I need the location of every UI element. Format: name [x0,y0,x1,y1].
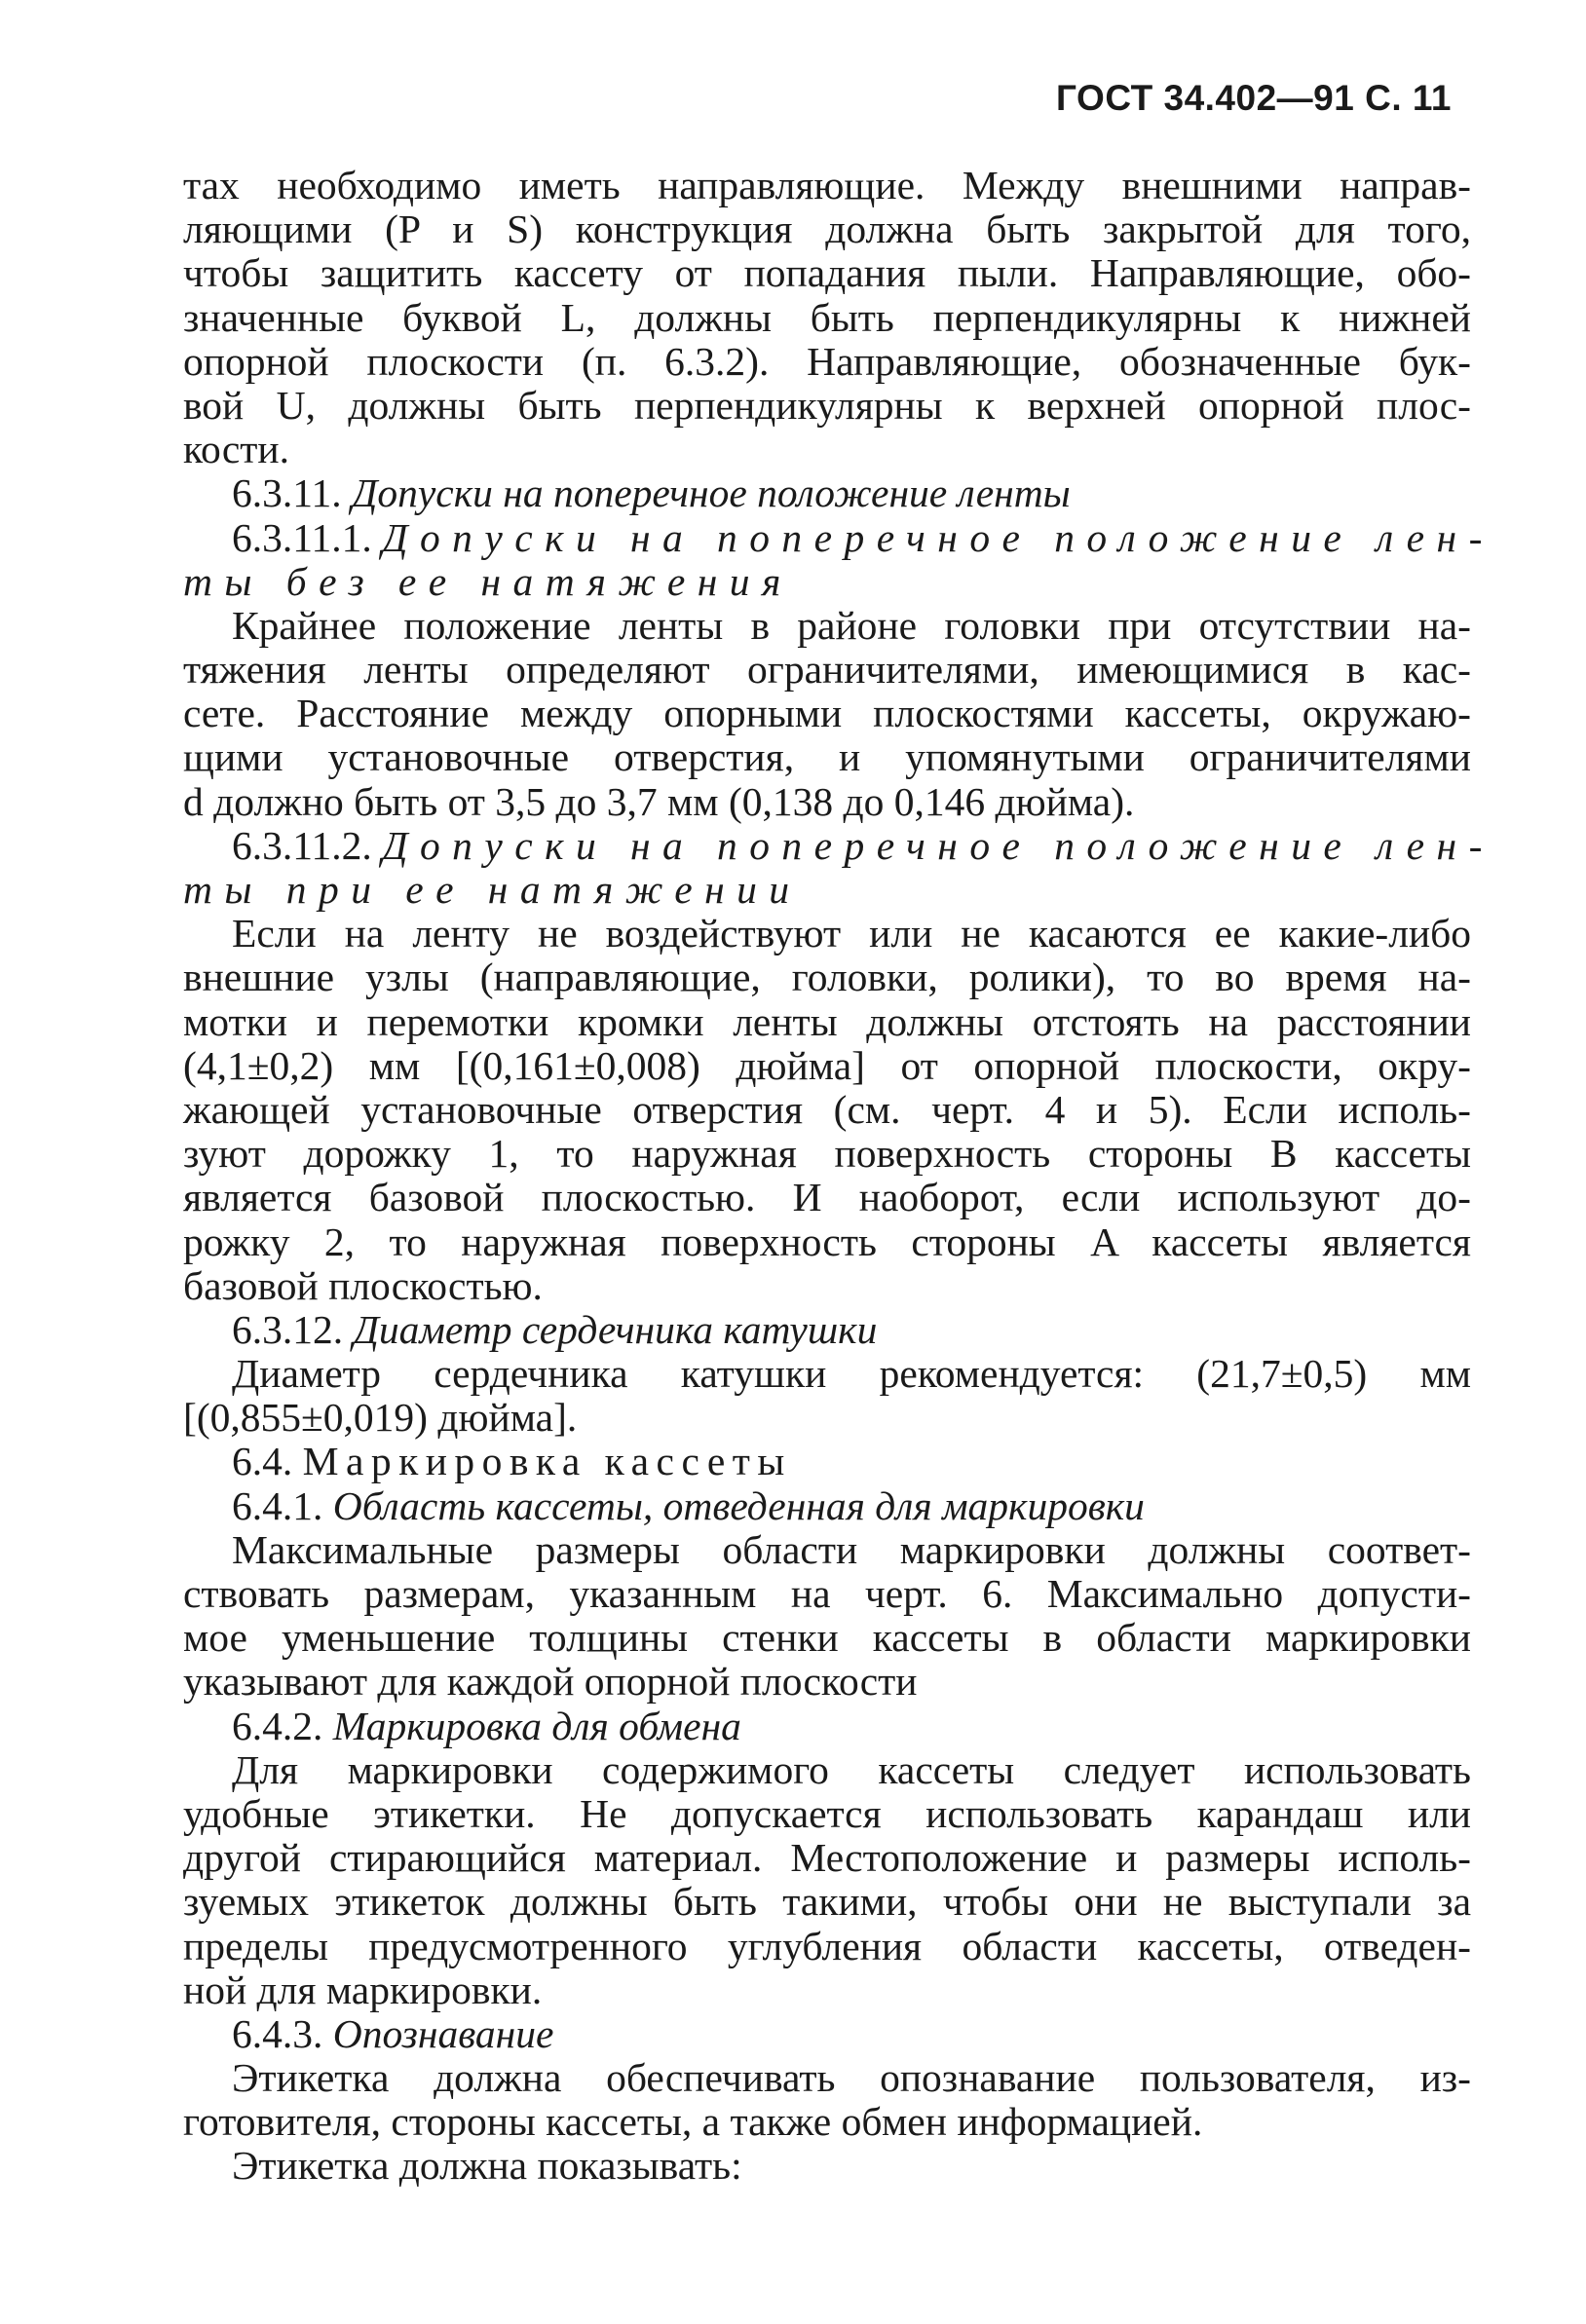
text-line: ляющими (P и S) конструкция должна быть закрытой для того, [183,206,1471,252]
section-number: 6.3.11.1. [232,514,383,560]
text-line: рожку 2, то наружная поверхность стороны A кассеты является [183,1218,1471,1264]
section-heading-cont [183,868,1471,912]
text-line: кости. [183,427,289,472]
section-number: 6.4.1. [232,1482,333,1528]
page-header: ГОСТ 34.402—91 С. 11 [1056,78,1452,118]
section-title: Маркировка кассеты [302,1439,792,1484]
text-line: чтобы защитить кассету от попадания пыли. Направляющие, обо- [183,250,1471,296]
section-heading-6-3-11-1 [183,514,1494,560]
text-line: зуют дорожку 1, то наружная поверхность стороны B кассеты [183,1131,1471,1177]
text-line: [(0,855±0,019) дюйма]. [183,1395,578,1441]
section-title: ты при ее натяжении [183,867,802,912]
text-line: зуемых этикеток должны быть такими, чтобы они не выступали за [183,1879,1471,1925]
section-number: 6.3.11.2. [232,822,383,868]
section-title: Диаметр сердечника катушки [353,1306,878,1352]
section-title: Маркировка для обмена [332,1703,741,1748]
text-line: жающей установочные отверстия (см. черт. 4 и 5). Если исполь- [183,1086,1471,1132]
document-body [183,163,1494,2189]
text-line: тяжения ленты определяют ограничителями, имеющимися в кас- [183,647,1471,693]
section-heading-6-4-2 [183,1705,1471,1748]
text-line: (4,1±0,2) мм [(0,161±0,008) дюйма] от опорной плоскости, окру- [183,1042,1471,1088]
section-title: Допуски на поперечное положение лен- [382,514,1494,560]
section-number: 6.4.3. [232,2010,333,2056]
section-heading-6-3-12 [183,1308,1471,1352]
text-line: указывают для каждой опорной плоскости [183,1659,918,1705]
text-line: является базовой плоскостью. И наоборот, если используют до- [183,1175,1471,1220]
section-heading-6-4-1 [183,1484,1471,1528]
section-heading-6-3-11-2 [183,822,1494,868]
text-line: базовой плоскостью. [183,1262,543,1308]
section-number: 6.4. [232,1439,303,1484]
text-line: ствовать размерам, указанным на черт. 6. Максимально допусти- [183,1571,1471,1616]
text-line: Для маркировки содержимого кассеты следует использовать [232,1746,1471,1792]
section-heading-6-4-3 [183,2012,1471,2056]
text-line: вой U, должны быть перпендикулярны к верхней опорной плос- [183,382,1471,428]
text-line: внешние узлы (направляющие, головки, ролики), то во время на- [183,955,1471,1000]
section-heading-cont [183,560,1471,604]
text-line: сете. Расстояние между опорными плоскостями кассеты, окружаю- [183,691,1471,736]
text-line: d должно быть от 3,5 до 3,7 мм (0,138 до 0,146 дюйма). [183,778,1135,824]
section-title: Допуски на поперечное положение ленты [351,470,1071,516]
section-title: Допуски на поперечное положение лен- [382,822,1494,868]
text-line: другой стирающийся материал. Местоположение и размеры исполь- [183,1835,1471,1881]
section-title: Область кассеты, отведенная для маркировки [332,1482,1145,1528]
section-title: Опознавание [332,2010,554,2056]
section-number: 6.3.12. [232,1306,354,1352]
text-line: тах необходимо иметь направляющие. Между внешними направ- [183,163,1471,207]
text-line: готовителя, стороны кассеты, а также обмен информацией. [183,2099,1203,2145]
text-line: мотки и перемотки кромки ленты должны отстоять на расстоянии [183,998,1471,1044]
text-line: Этикетка должна показывать: [232,2143,742,2189]
text-line: значенные буквой L, должны быть перпендикулярны к нижней [183,294,1471,340]
text-line: опорной плоскости (п. 6.3.2). Направляющие, обозначенные бук- [183,338,1471,384]
text-line: Крайнее положение ленты в районе головки при отсутствии на- [232,602,1471,648]
text-line: мое уменьшение толщины стенки кассеты в области маркировки [183,1615,1471,1661]
section-number: 6.3.11. [232,470,352,516]
text-line: Если на ленту не воздействуют или не касаются ее какие-либо [232,911,1471,956]
text-line: щими установочные отверстия, и упомянутыми ограничителями [183,734,1471,780]
text-line: пределы предусмотренного углубления области кассеты, отведен- [183,1923,1471,1968]
section-heading-6-3-11 [183,471,1471,515]
section-title: ты без ее натяжения [183,558,793,604]
section-number: 6.4.2. [232,1703,333,1748]
section-heading-6-4 [183,1440,1471,1483]
text-line: Максимальные размеры области маркировки должны соответ- [232,1526,1471,1572]
text-line: Этикетка должна обеспечивать опознавание пользователя, из- [232,2055,1471,2101]
text-line: ной для маркировки. [183,1967,543,2012]
text-line: Диаметр сердечника катушки рекомендуется: (21,7±0,5) мм [232,1351,1471,1397]
text-line: удобные этикетки. Не допускается использовать карандаш или [183,1790,1471,1836]
